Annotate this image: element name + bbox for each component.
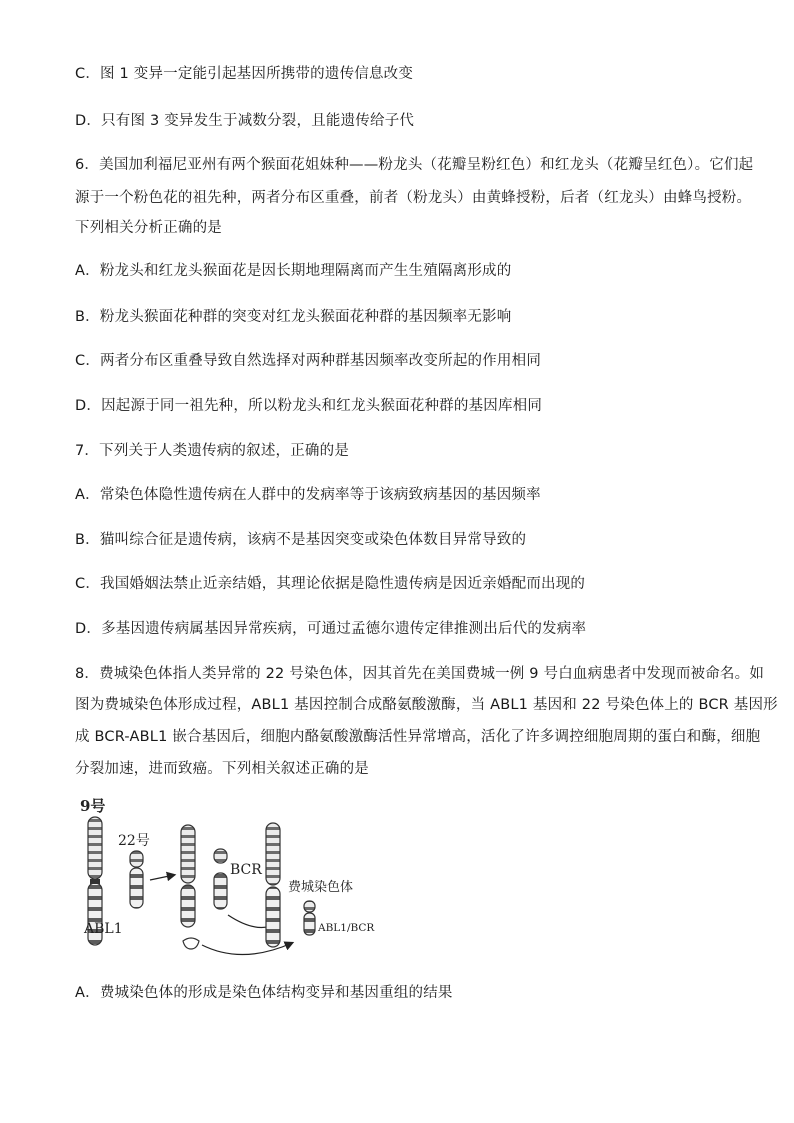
philadelphia-chromosome-figure bbox=[78, 795, 378, 960]
option-a-q7: A．常染色体隐性遗传病在人群中的发病率等于该病致病基因的基因频率 bbox=[75, 487, 541, 503]
label-philadelphia-chromosome: 费城染色体 bbox=[288, 880, 354, 895]
label-bcr: BCR bbox=[230, 862, 262, 878]
chromosome-22 bbox=[130, 851, 143, 908]
question-7: 7．下列关于人类遗传病的叙述，正确的是 bbox=[75, 443, 350, 459]
label-abl1-bcr: ABL1/BCR bbox=[318, 922, 375, 934]
option-d-q7: D．多基因遗传病属基因异常疾病，可通过孟德尔遗传定律推测出后代的发病率 bbox=[75, 621, 587, 637]
abl1-fragment bbox=[183, 938, 199, 949]
option-c-q6: C．两者分布区重叠导致自然选择对两种群基因频率改变所起的作用相同 bbox=[75, 353, 542, 369]
option-a-q8: A．费城染色体的形成是染色体结构变异和基因重组的结果 bbox=[75, 985, 453, 1001]
chromosome-9-broken bbox=[181, 825, 199, 949]
philadelphia-chromosome bbox=[304, 901, 315, 935]
option-d-q5: D．只有图 3 变异发生于减数分裂，且能遗传给子代 bbox=[75, 113, 415, 129]
label-chromosome-22: 22号 bbox=[118, 833, 150, 849]
question-6-line-3: 下列相关分析正确的是 bbox=[75, 220, 222, 236]
question-8-line-3: 成 BCR-ABL1 嵌合基因后，细胞内酪氨酸激酶活性异常增高，活化了许多调控细胞周期的蛋白和酶，细胞 bbox=[75, 729, 761, 745]
question-6-line-2: 源于一个粉色花的祖先种，两者分布区重叠，前者（粉龙头）由黄蜂授粉，后者（红龙头）由蜂鸟授粉。 bbox=[75, 190, 752, 206]
question-6-line-1: 6．美国加利福尼亚州有两个猴面花姐妹种——粉龙头（花瓣呈粉红色）和红龙头（花瓣呈红色）。它们起 bbox=[75, 157, 754, 173]
question-8-line-1: 8．费城染色体指人类异常的 22 号染色体，因其首先在美国费城一例 9 号白血病患者中发现而被命名。如 bbox=[75, 666, 765, 682]
option-a-q6: A．粉龙头和红龙头猴面花是因长期地理隔离而产生生殖隔离形成的 bbox=[75, 263, 512, 279]
figure-svg bbox=[78, 795, 378, 960]
question-8-line-2: 图为费城染色体形成过程，ABL1 基因控制合成酪氨酸激酶，当 ABL1 基因和 22 号染色体上的 BCR 基因形 bbox=[75, 697, 778, 713]
arrow-1 bbox=[150, 875, 174, 880]
option-c-q5: C．图 1 变异一定能引起基因所携带的遗传信息改变 bbox=[75, 66, 414, 82]
option-c-q7: C．我国婚姻法禁止近亲结婚，其理论依据是隐性遗传病是因近亲婚配而出现的 bbox=[75, 576, 586, 592]
option-b-q7: B．猫叫综合征是遗传病，该病不是基因突变或染色体数目异常导致的 bbox=[75, 532, 527, 548]
chromosome-22-broken bbox=[214, 849, 227, 909]
label-chromosome-9: 9号 bbox=[80, 797, 106, 815]
option-b-q6: B．粉龙头猴面花种群的突变对红龙头猴面花种群的基因频率无影响 bbox=[75, 309, 512, 325]
chromosome-9-derivative bbox=[266, 823, 280, 947]
label-abl1: ABL1 bbox=[84, 921, 123, 937]
question-8-line-4: 分裂加速，进而致癌。下列相关叙述正确的是 bbox=[75, 761, 369, 777]
option-d-q6: D．因起源于同一祖先种，所以粉龙头和红龙头猴面花种群的基因库相同 bbox=[75, 398, 543, 414]
